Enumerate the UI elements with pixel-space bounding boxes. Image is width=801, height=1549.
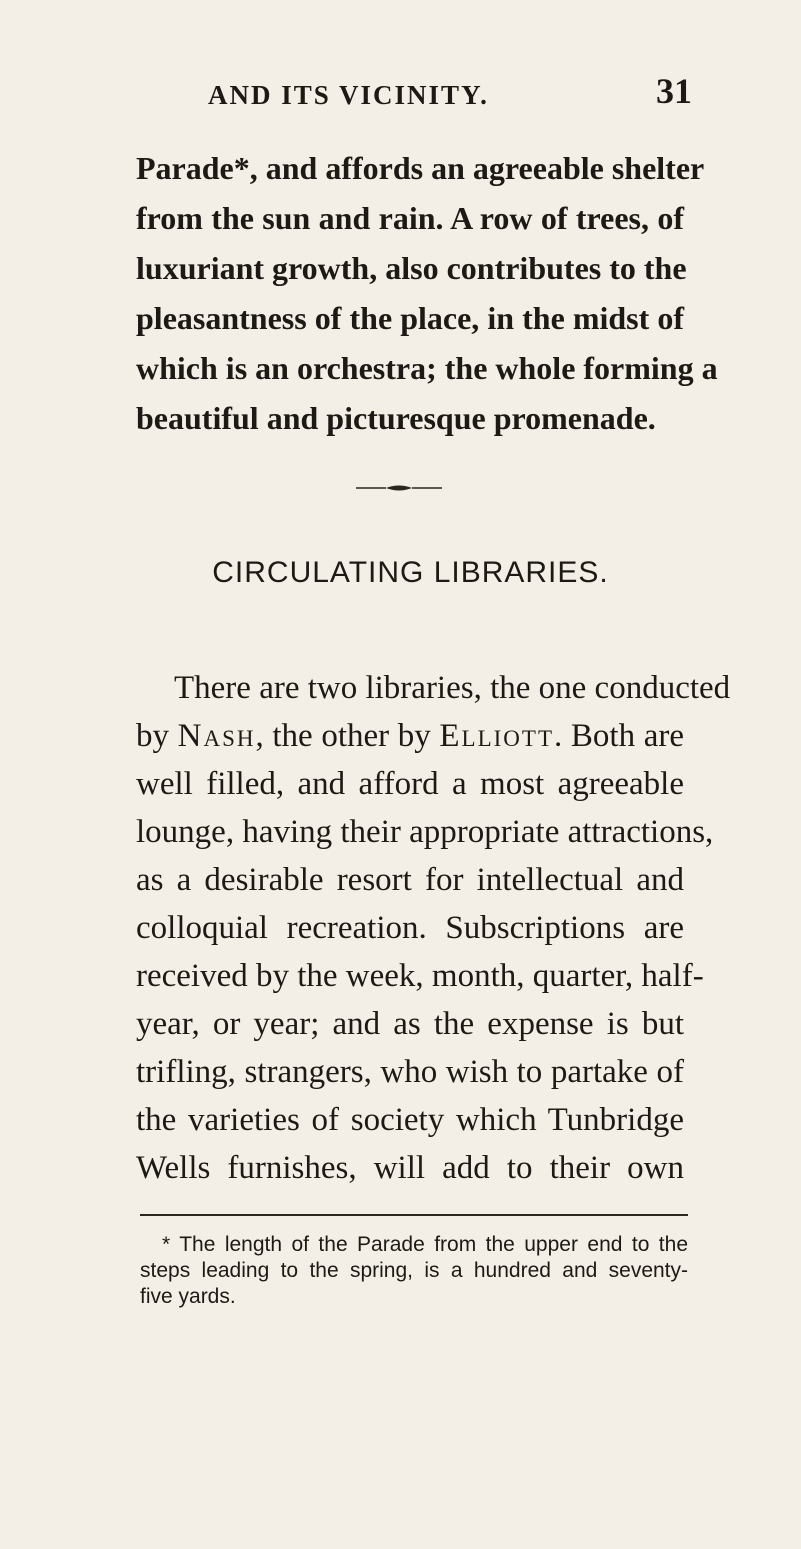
text-line: Parade*, and affords an agreeable shelter [136, 150, 705, 186]
text-line: year, or year; and as the expense is but [136, 1006, 684, 1042]
page-number: 31 [656, 71, 692, 111]
running-head [208, 71, 692, 111]
footnote-rule [140, 1214, 688, 1216]
text-line: received by the week, month, quarter, half- [136, 958, 704, 994]
footnote-line: * The length of the Parade from the upper end to the [162, 1233, 688, 1256]
text-line: which is an orchestra; the whole forming a [136, 350, 718, 386]
text-line: well filled, and afford a most agreeable [136, 766, 684, 802]
text-line: Wells furnishes, will add to their own [136, 1150, 684, 1186]
footnote-line: five yards. [140, 1285, 236, 1308]
text-line: as a desirable resort for intellectual and [136, 862, 684, 898]
section-heading: CIRCULATING LIBRARIES. [212, 556, 609, 589]
ornament-divider-icon [356, 484, 442, 492]
text-line: There are two libraries, the one conducted [174, 670, 731, 706]
proprietor-name-elliott: Elliott [439, 718, 555, 754]
text-fragment: by [136, 718, 178, 754]
text-line: trifling, strangers, who wish to partake of [136, 1054, 684, 1090]
text-fragment: . Both are [554, 718, 684, 754]
text-line: from the sun and rain. A row of trees, of [136, 200, 684, 236]
footnote-line: steps leading to the spring, is a hundred and seventy- [140, 1259, 688, 1282]
text-line: pleasantness of the place, in the midst of [136, 300, 684, 336]
text-line: beautiful and picturesque promenade. [136, 400, 656, 436]
text-line: the varieties of society which Tunbridge [136, 1102, 684, 1138]
proprietor-name-nash: Nash [177, 718, 256, 754]
text-line: colloquial recreation. Subscriptions are [136, 910, 684, 946]
text-line: luxuriant growth, also contributes to the [136, 250, 687, 286]
text-line [136, 716, 684, 756]
running-head-title: AND ITS VICINITY. [208, 80, 489, 110]
text-fragment: , the other by [255, 718, 440, 754]
text-line: lounge, having their appropriate attractions, [136, 814, 714, 850]
